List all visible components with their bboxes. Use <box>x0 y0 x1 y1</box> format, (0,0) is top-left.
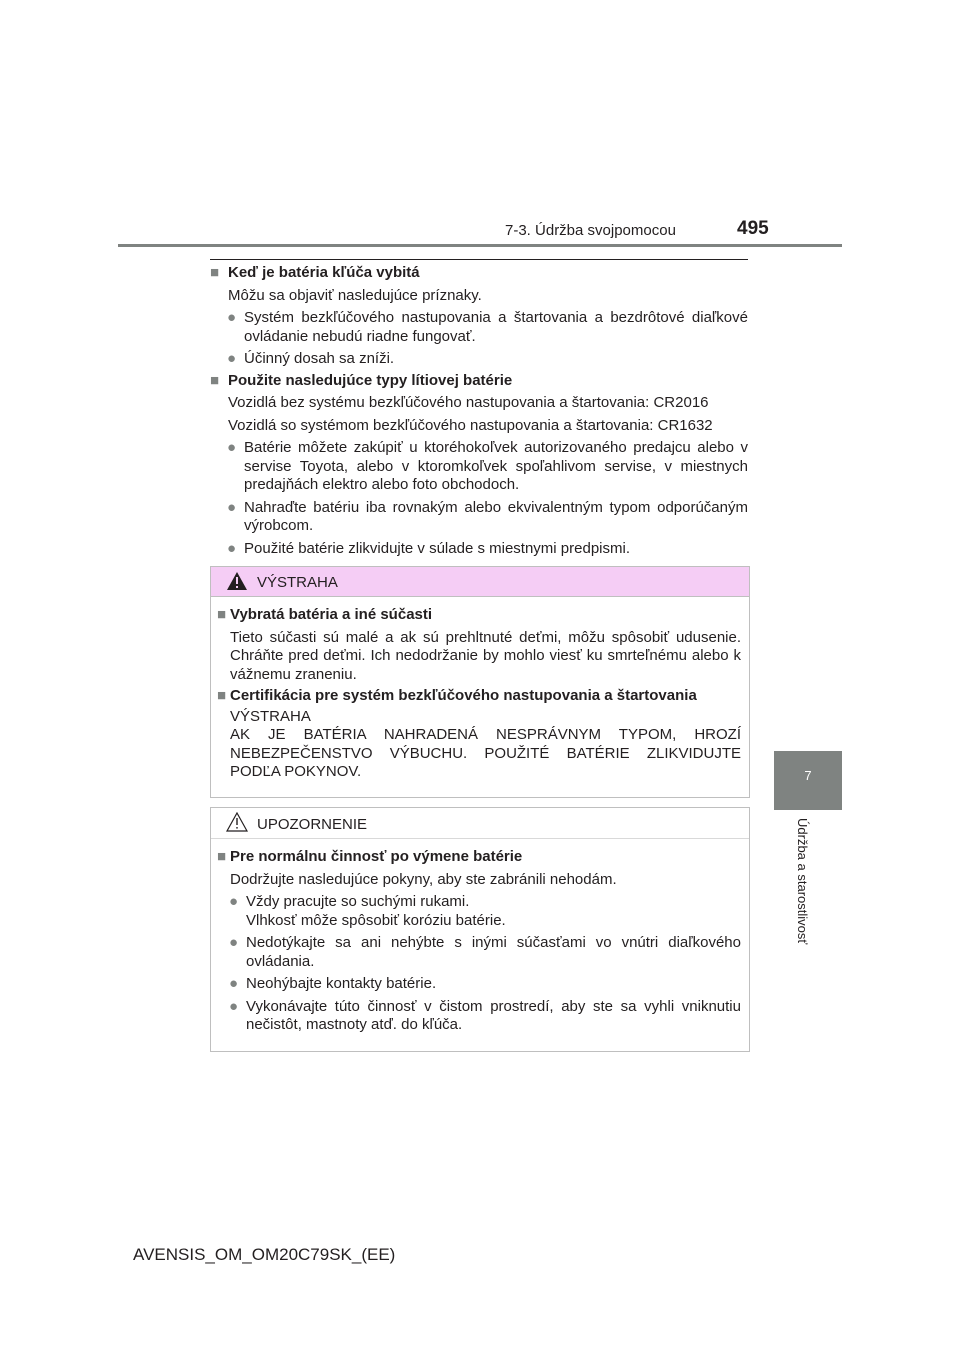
paragraph: Tieto súčasti sú malé a ak sú prehltnuté deťmi, môžu spôsobiť udusenie. Chráňte pred deťmi. Ich nedodržanie by mohlo viesť ku smrteľnému alebo k vážnemu zraneniu. <box>230 628 741 683</box>
list-item: ● Vykonávajte túto činnosť v čistom prostredí, aby ste sa vyhli vniknutiu nečistôt, mastnoty atď. do kľúča. <box>229 997 741 1033</box>
list-item: ● Nahraďte batériu iba rovnakým alebo ekvivalentným typom odporúčaným výrobcom. <box>227 498 748 534</box>
chapter-tab-label: Údržba a starostlivosť <box>795 818 810 945</box>
notice-body <box>211 839 749 1035</box>
paragraph: Vozidlá so systémom bezkľúčového nastupovania a štartovania: CR1632 <box>228 416 713 434</box>
warning-header <box>211 567 749 597</box>
circle-bullet-icon: ● <box>229 893 239 910</box>
section-heading: ■ Keď je batéria kľúča vybitá <box>210 264 420 281</box>
warning-body <box>211 597 749 782</box>
square-icon: ■ <box>210 264 220 281</box>
chapter-tab-number: 7 <box>804 768 812 783</box>
page-number: 495 <box>737 218 769 239</box>
warning-title: VÝSTRAHA <box>257 574 338 591</box>
list-item: ● Nedotýkajte sa ani nehýbte s inými súčasťami vo vnútri diaľkového ovládania. <box>229 934 741 970</box>
paragraph: AK JE BATÉRIA NAHRADENÁ NESPRÁVNYM TYPOM, HROZÍ NEBEZPEČENSTVO VÝBUCHU. POUŽITÉ BATÉRIE ZLIKVIDUJTE PODĽA POKYNOV. <box>230 726 741 780</box>
circle-bullet-icon: ● <box>229 934 239 951</box>
document-code: AVENSIS_OM_OM20C79SK_(EE) <box>133 1245 396 1264</box>
content-top-rule <box>210 259 748 260</box>
circle-bullet-icon: ● <box>227 350 237 367</box>
paragraph: Vozidlá bez systému bezkľúčového nastupovania a štartovania: CR2016 <box>228 394 709 411</box>
circle-bullet-icon: ● <box>227 498 237 516</box>
square-icon: ■ <box>210 371 220 389</box>
notice-heading: ■ Pre normálnu činnosť po výmene batérie <box>217 848 523 865</box>
notice-header <box>211 808 749 839</box>
circle-bullet-icon: ● <box>227 439 237 456</box>
circle-bullet-icon: ● <box>229 997 239 1015</box>
section-heading: ■ Použite nasledujúce typy lítiovej batérie <box>210 371 513 389</box>
header-section-title: 7-3. Údržba svojpomocou <box>505 222 676 239</box>
header-rule <box>118 244 842 247</box>
list-item: ● Batérie môžete zakúpiť u ktoréhokoľvek autorizovaného predajcu alebo v servise Toyota, alebo v ktoromkoľvek spoľahlivom servise, v miestnych predajňách elektro alebo foto obchodoch. <box>227 439 748 493</box>
square-icon: ■ <box>217 687 227 704</box>
list-item: ● Neohýbajte kontakty batérie. <box>229 975 437 992</box>
list-item: ● Účinný dosah sa zníži. <box>227 350 395 367</box>
list-item: ● Použité batérie zlikvidujte v súlade s miestnymi predpismi. <box>227 539 630 557</box>
notice-title: UPOZORNENIE <box>257 816 368 833</box>
paragraph: Dodržujte nasledujúce pokyny, aby ste zabránili nehodám. <box>230 870 617 888</box>
warning-heading: ■ Vybratá batéria a iné súčasti <box>217 606 433 623</box>
warning-triangle-icon <box>226 571 248 591</box>
warning-heading: ■ Certifikácia pre systém bezkľúčového nastupovania a štartovania <box>217 687 697 704</box>
notice-box <box>210 807 750 1052</box>
circle-bullet-icon: ● <box>227 309 237 326</box>
paragraph: Môžu sa objaviť nasledujúce príznaky. <box>228 286 482 304</box>
circle-bullet-icon: ● <box>229 975 239 992</box>
main-content <box>210 264 748 558</box>
warning-triangle-icon <box>226 812 248 832</box>
square-icon: ■ <box>217 606 227 623</box>
paragraph: VÝSTRAHA <box>230 707 311 725</box>
square-icon: ■ <box>217 848 227 865</box>
circle-bullet-icon: ● <box>227 539 237 557</box>
warning-box <box>210 566 750 798</box>
list-item: ● Vždy pracujte so suchými rukami. Vlhkosť môže spôsobiť koróziu batérie. <box>229 893 506 929</box>
list-item: ● Systém bezkľúčového nastupovania a štartovania a bezdrôtové diaľkové ovládanie nebudú riadne fungovať. <box>227 309 748 345</box>
